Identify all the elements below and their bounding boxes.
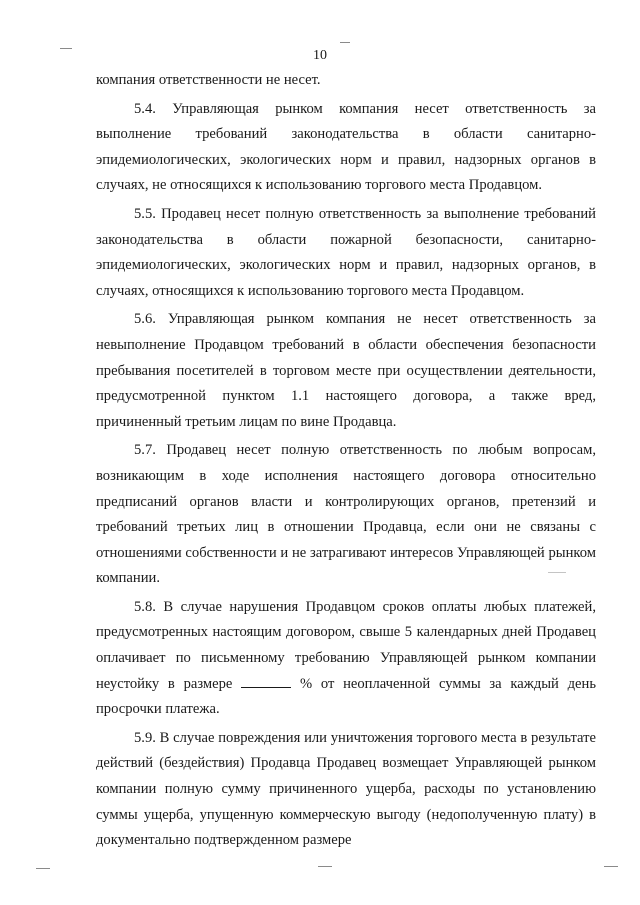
paragraph-5-8 — [96, 595, 596, 723]
paragraph-continuation: компания ответственности не несет. — [96, 72, 321, 88]
paragraph-5-6: 5.6. Управляющая рынком компания не несет ответственность за невыполнение Продавцом требований в области обеспечения безопасности пребывания посетителей в торговом месте при осуществлении деятельности, предусмотренной пунктом 1.1 настоящего договора, а также вред, причиненный третьим лицам по вине Продавца. — [96, 311, 596, 430]
paragraph-5-9: 5.9. В случае повреждения или уничтожения торгового места в результате действий (бездействия) Продавца Продавец возмещает Управляющей рынком компании полную сумму причиненного ущерба, расходы по установлению суммы ущерба, упущенную коммерческую выгоду (недополученную плату) в документально подтвержденном размере — [96, 729, 596, 849]
penalty-percent-blank — [241, 675, 291, 688]
scan-mark — [36, 868, 50, 869]
paragraph-5-4: 5.4. Управляющая рынком компания несет ответственность за выполнение требований законодательства в области санитарно-эпидемиологических, экологических норм и правил, надзорных органов в случаях, не относящихся к использованию торгового места Продавцом. — [96, 100, 596, 194]
paragraph-5-8-start: 5.8. В случае нарушения Продавцом сроков оплаты любых платежей, предусмотренных настоящим договором, свыше 5 календарных дней Продавец оплачивает по письменному требованию Управляющей рынком компании неустойку в размере — [96, 598, 596, 692]
paragraph-5-7: 5.7. Продавец несет полную ответственность по любым вопросам, возникающим в ходе исполнения настоящего договора относительно предписаний органов власти и контролирующих органов, претензий и требований третьих лиц в отношении Продавца, если они не связаны с отношениями собственности и не затрагивают интересов Управляющей рынком компании. — [96, 442, 596, 587]
scan-mark — [340, 42, 350, 43]
paragraph-5-5: 5.5. Продавец несет полную ответственность за выполнение требований законодательства в области пожарной безопасности, санитарно-эпидемиологических, экологических норм и правил, надзорных органов, в случаях, относящихся к использованию торгового места Продавцом. — [96, 205, 596, 299]
document-body — [96, 68, 596, 854]
scan-mark — [604, 866, 618, 867]
page-number: 10 — [313, 48, 327, 63]
paragraph-5-8-end: % от неоплаченной суммы за каждый день просрочки платежа. — [96, 675, 596, 718]
scan-mark — [318, 866, 332, 867]
